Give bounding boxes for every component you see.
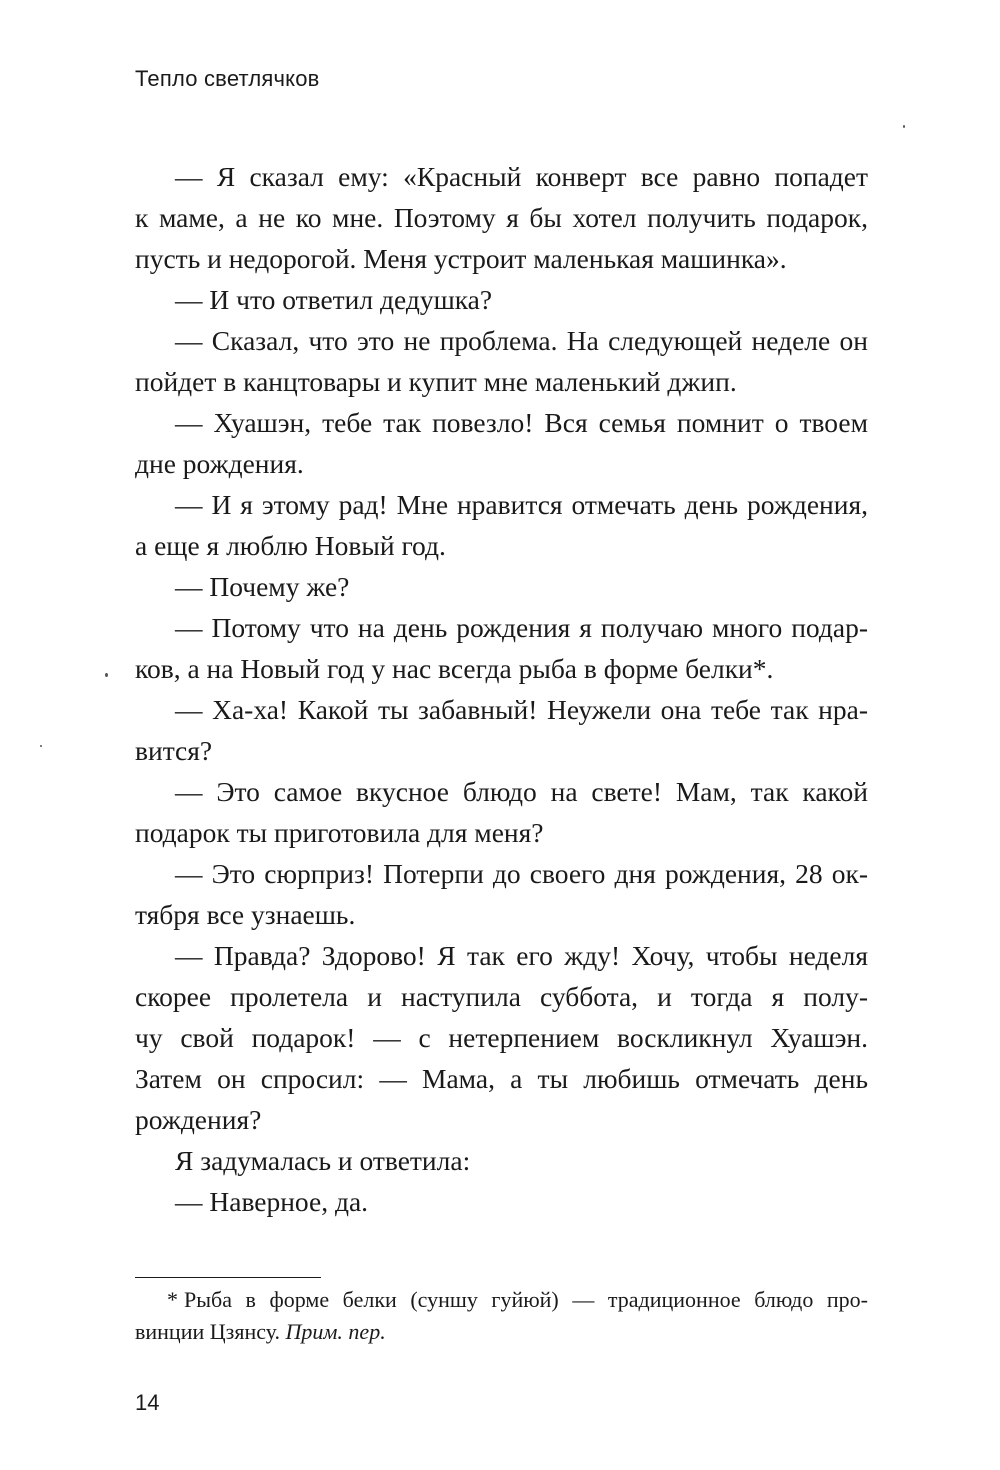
text-line: — Потому что на день рождения я получаю много подар- [175,612,868,643]
page-number: 14 [135,1390,160,1415]
text-line: — Хуашэн, тебе так повезло! Вся семья помнит о твоем [175,407,868,438]
text-line: — И я этому рад! Мне нравится отмечать день рождения, [175,489,868,520]
text-line: — Сказал, что это не проблема. На следующей неделе он [175,325,868,356]
translator-note: Прим. пер. [285,1319,386,1344]
footnote-text: Рыба в форме белки (суншу гуйюй) — традиционное блюдо про- [184,1287,868,1312]
running-head: Тепло светлячков [135,66,320,91]
text-line: Я задумалась и ответила: [175,1145,471,1176]
text-line: пусть и недорогой. Меня устроит маленькая машинка». [135,243,787,274]
footnote-divider [135,1277,321,1278]
scan-speck [105,673,108,677]
footnote-line [135,1316,868,1348]
text-line: чу свой подарок! — с нетерпением воскликнул Хуашэн. [135,1022,868,1053]
scan-speck [40,745,42,747]
text-line: — Это самое вкусное блюдо на свете! Мам, так какой [175,776,868,807]
text-line: ков, а на Новый год у нас всегда рыба в форме белки*. [135,653,774,684]
text-line: — Это сюрприз! Потерпи до своего дня рождения, 28 ок- [175,858,868,889]
text-line: к маме, а не ко мне. Поэтому я бы хотел получить подарок, [135,202,868,233]
footnote-text: винции Цзянсу. [135,1319,286,1344]
text-line: подарок ты приготовила для меня? [135,817,544,848]
body-text [135,156,868,1222]
text-line: — Правда? Здорово! Я так его жду! Хочу, чтобы неделя [175,940,868,971]
footnote-line [135,1284,868,1316]
text-line: — Я сказал ему: «Красный конверт все равно попадет [175,161,868,192]
text-line: — Ха-ха! Какой ты забавный! Неужели она тебе так нра- [175,694,868,725]
text-line: пойдет в канцтовары и купит мне маленький джип. [135,366,737,397]
footnote-marker: * [167,1287,178,1312]
text-line: Затем он спросил: — Мама, а ты любишь отмечать день [135,1063,868,1094]
text-line: скорее пролетела и наступила суббота, и тогда я полу- [135,981,868,1012]
text-line: а еще я люблю Новый год. [135,530,446,561]
text-line: рождения? [135,1104,262,1135]
text-line: — И что ответил дедушка? [175,284,493,315]
text-line: вится? [135,735,213,766]
text-line: тября все узнаешь. [135,899,356,930]
text-line: — Почему же? [175,571,350,602]
scan-speck [903,125,905,128]
footnote [135,1284,868,1348]
text-line: — Наверное, да. [175,1186,369,1217]
text-line: дне рождения. [135,448,304,479]
